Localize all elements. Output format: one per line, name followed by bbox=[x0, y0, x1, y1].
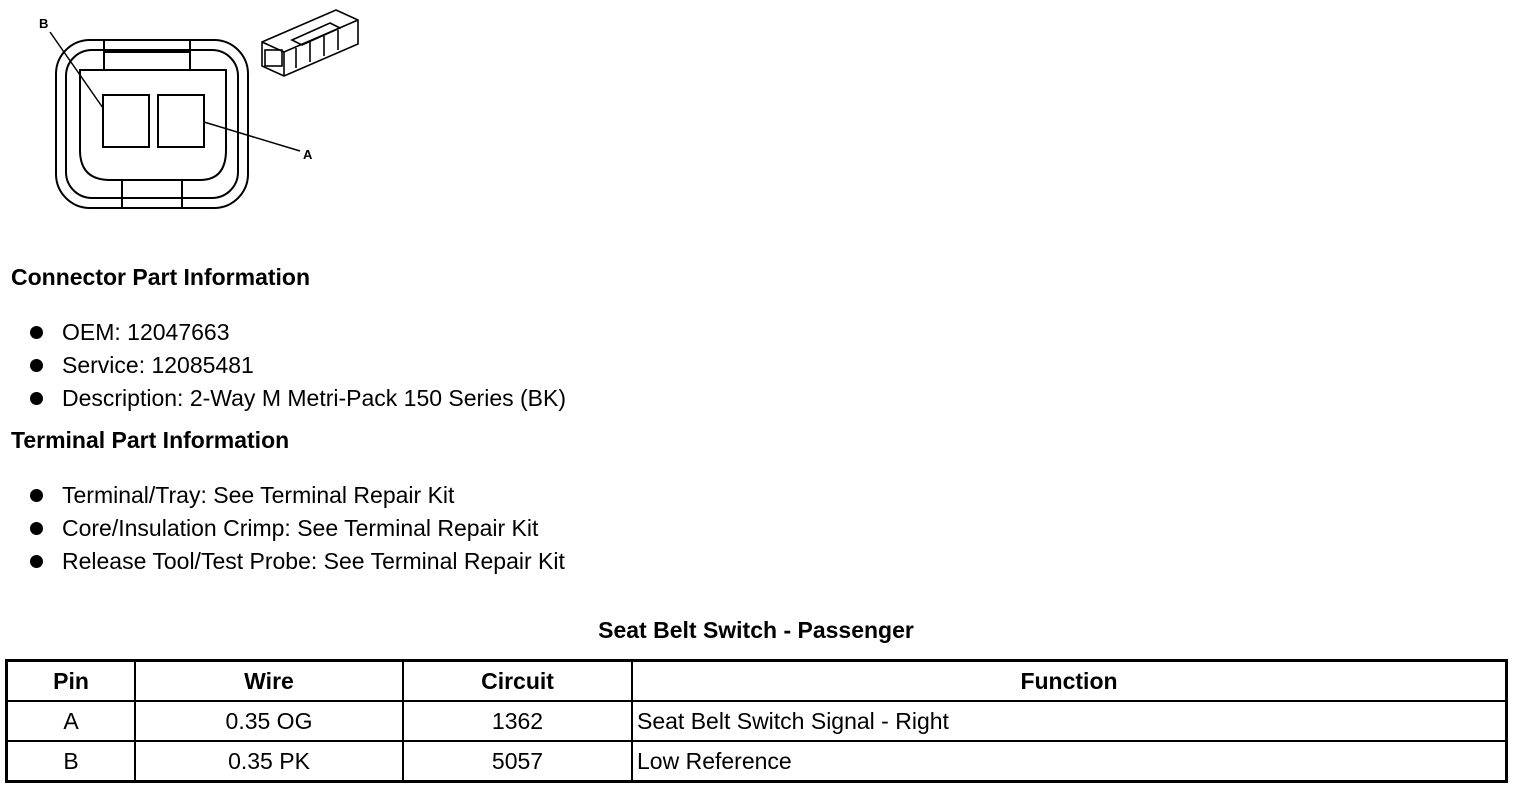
bullet-icon bbox=[30, 326, 43, 339]
table-row bbox=[7, 701, 1507, 741]
cell-function: Low Reference bbox=[632, 741, 1507, 782]
cavity-a bbox=[158, 95, 204, 147]
list-item: Core/Insulation Crimp: See Terminal Repair Kit bbox=[0, 514, 565, 547]
cell-wire: 0.35 OG bbox=[135, 701, 403, 741]
cavity-b bbox=[103, 95, 149, 147]
header-pin: Pin bbox=[7, 661, 136, 702]
cell-function: Seat Belt Switch Signal - Right bbox=[632, 701, 1507, 741]
connector-3d-icon bbox=[262, 10, 358, 76]
pinout-table bbox=[5, 659, 1508, 783]
header-wire: Wire bbox=[135, 661, 403, 702]
table-header-row bbox=[7, 661, 1507, 702]
terminal-part-info-list bbox=[0, 481, 565, 580]
connector-part-info-list bbox=[0, 318, 566, 417]
cell-wire: 0.35 PK bbox=[135, 741, 403, 782]
label-b: B bbox=[39, 16, 49, 31]
table-title: Seat Belt Switch - Passenger bbox=[598, 617, 914, 643]
list-item: Release Tool/Test Probe: See Terminal Repair Kit bbox=[0, 547, 565, 580]
connector-part-info-heading: Connector Part Information bbox=[11, 264, 311, 290]
bullet-icon bbox=[30, 392, 43, 405]
table-row bbox=[7, 741, 1507, 782]
list-item: Service: 12085481 bbox=[0, 351, 566, 384]
connector-face bbox=[56, 40, 248, 208]
header-function: Function bbox=[632, 661, 1507, 702]
cell-circuit: 5057 bbox=[403, 741, 632, 782]
cell-pin: A bbox=[7, 701, 136, 741]
bullet-icon bbox=[30, 555, 43, 568]
bullet-icon bbox=[30, 359, 43, 372]
bullet-icon bbox=[30, 489, 43, 502]
list-item: Description: 2-Way M Metri-Pack 150 Series (BK) bbox=[0, 384, 566, 417]
header-circuit: Circuit bbox=[403, 661, 632, 702]
cell-circuit: 1362 bbox=[403, 701, 632, 741]
connector-diagram bbox=[0, 0, 400, 220]
label-a: A bbox=[303, 147, 313, 162]
bullet-icon bbox=[30, 522, 43, 535]
terminal-part-info-heading: Terminal Part Information bbox=[11, 427, 290, 453]
cell-pin: B bbox=[7, 741, 136, 782]
list-item: Terminal/Tray: See Terminal Repair Kit bbox=[0, 481, 565, 514]
list-item: OEM: 12047663 bbox=[0, 318, 566, 351]
